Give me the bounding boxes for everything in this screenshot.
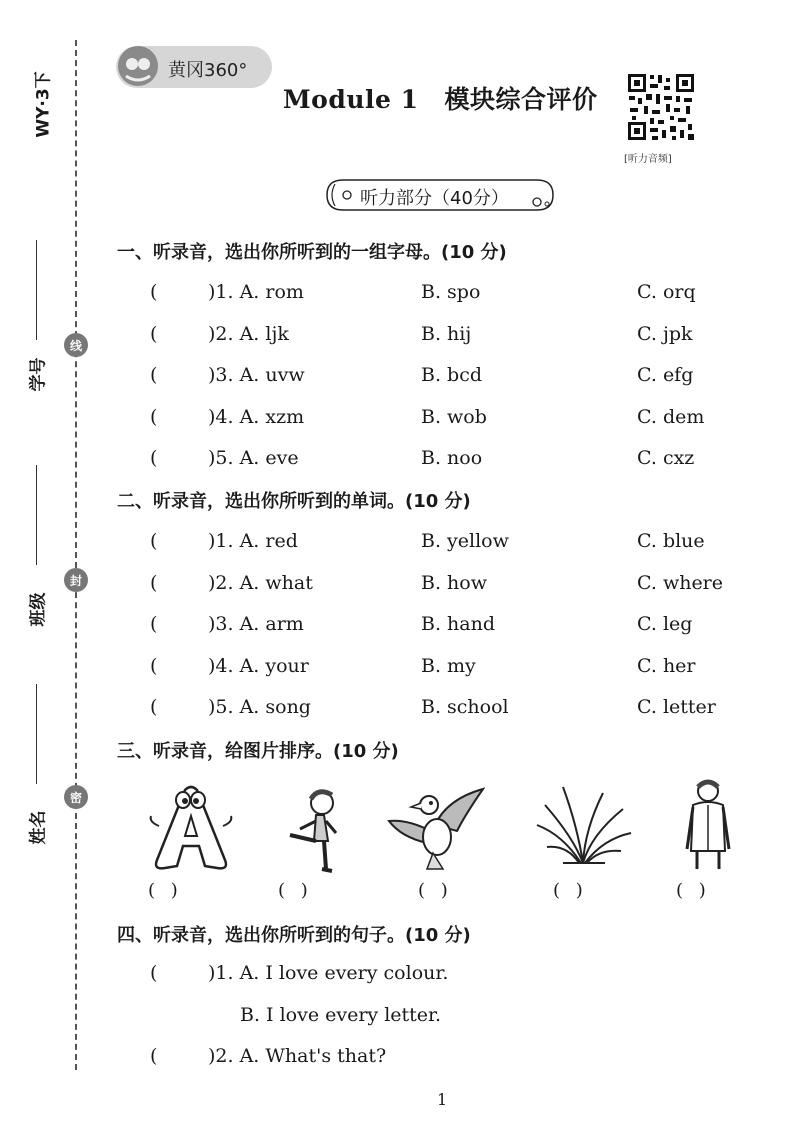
section2-q1-option-b: B. yellow: [421, 530, 509, 552]
seal-line-badge: 线: [64, 333, 88, 357]
page-number: 1: [437, 1090, 448, 1109]
man-picture: [683, 777, 733, 871]
section2-q5-option-c: C. letter: [637, 696, 716, 719]
section2-q4-option-c: C. her: [637, 654, 696, 677]
answer-paren[interactable]: (: [150, 322, 158, 345]
section2-q5-option-a: )5. A. song: [208, 696, 311, 719]
section2-q1-option-a: )1. A. red: [208, 530, 298, 552]
name-line: [36, 684, 37, 784]
answer-paren[interactable]: (: [150, 447, 158, 470]
section1-q5-option-b: B. noo: [421, 447, 483, 470]
section4-title: 四、听录音，选出你所听到的句子。(10 分): [117, 925, 471, 946]
s4-q1-option-b: B. I love every letter.: [240, 1004, 442, 1026]
section1-q2-option-b: B. hij: [421, 322, 472, 345]
qr-code-icon[interactable]: [626, 72, 696, 142]
grade-code: WY·3下: [33, 71, 54, 138]
section1-q5-option-a: )5. A. eve: [208, 447, 299, 470]
section1-q4-option-c: C. dem: [637, 405, 705, 428]
class-line: [36, 465, 37, 565]
section2-q2-option-a: )2. A. what: [208, 571, 313, 594]
section1-q1-option-a: )1. A. rom: [208, 281, 304, 303]
picture-answer-blank-2[interactable]: ( ): [278, 880, 308, 901]
section1-title: 一、听录音，选出你所听到的一组字母。(10 分): [117, 242, 507, 263]
section1-q1-option-c: C. orq: [637, 281, 696, 303]
answer-paren[interactable]: (: [150, 530, 158, 552]
section1-q5-option-c: C. cxz: [637, 447, 695, 470]
s4-q2-option-a: )2. A. What's that?: [208, 1045, 387, 1067]
section2-q4-option-b: B. my: [421, 654, 476, 677]
section2-q3-option-a: )3. A. arm: [208, 613, 304, 636]
answer-paren[interactable]: (: [150, 364, 158, 387]
bird-picture: [387, 785, 485, 871]
answer-paren[interactable]: (: [150, 696, 158, 719]
boy-kicking-picture: [280, 785, 350, 875]
section2-q2-option-b: B. how: [421, 571, 487, 594]
class-label: 班级: [28, 592, 49, 627]
section2-q1-option-c: C. blue: [637, 530, 705, 552]
picture-answer-blank-5[interactable]: ( ): [676, 880, 706, 901]
answer-paren[interactable]: (: [150, 405, 158, 428]
section2-q3-option-b: B. hand: [421, 613, 496, 636]
answer-paren[interactable]: (: [150, 654, 158, 677]
section2-q4-option-a: )4. A. your: [208, 654, 309, 677]
picture-answer-blank-3[interactable]: ( ): [418, 880, 448, 901]
seal-mi-badge: 密: [64, 785, 88, 809]
section2-q5-option-b: B. school: [421, 696, 509, 719]
listening-section-title: 听力部分（40分）: [360, 188, 509, 209]
s4-q1-option-a: )1. A. I love every colour.: [208, 962, 449, 984]
grass-picture: [533, 785, 633, 865]
section1-q3-option-c: C. efg: [637, 364, 694, 387]
brand-name: 黄冈360°: [168, 60, 248, 81]
student-no-label: 学号: [28, 357, 49, 392]
section2-q2-option-c: C. where: [637, 571, 724, 594]
name-label: 姓名: [28, 810, 49, 845]
section1-q3-option-a: )3. A. uvw: [208, 364, 305, 387]
section3-title: 三、听录音，给图片排序。(10 分): [117, 741, 399, 762]
answer-paren[interactable]: (: [150, 281, 158, 303]
page-title: [283, 80, 598, 116]
picture-answer-blank-4[interactable]: ( ): [553, 880, 583, 901]
section1-q2-option-a: )2. A. ljk: [208, 322, 289, 345]
module-label: Module 1: [283, 85, 419, 114]
answer-paren[interactable]: (: [150, 613, 158, 636]
section1-q1-option-b: B. spo: [421, 281, 481, 303]
answer-paren[interactable]: (: [150, 571, 158, 594]
binding-dashed-line: [75, 40, 77, 1070]
letter-a-picture: [145, 782, 237, 874]
answer-paren[interactable]: (: [150, 1045, 158, 1067]
qr-caption: [听力音频]: [624, 154, 672, 165]
brand-logo-icon: [118, 46, 158, 86]
section1-q4-option-a: )4. A. xzm: [208, 405, 305, 428]
section1-q4-option-b: B. wob: [421, 405, 487, 428]
section2-q3-option-c: C. leg: [637, 613, 693, 636]
answer-paren[interactable]: (: [150, 962, 158, 984]
title-cn: 模块综合评价: [444, 85, 598, 114]
seal-feng-badge: 封: [64, 568, 88, 592]
picture-answer-blank-1[interactable]: ( ): [148, 880, 178, 901]
section1-q2-option-c: C. jpk: [637, 322, 693, 345]
section1-q3-option-b: B. bcd: [421, 364, 483, 387]
student-no-line: [36, 240, 37, 340]
section2-title: 二、听录音，选出你所听到的单词。(10 分): [117, 491, 471, 512]
